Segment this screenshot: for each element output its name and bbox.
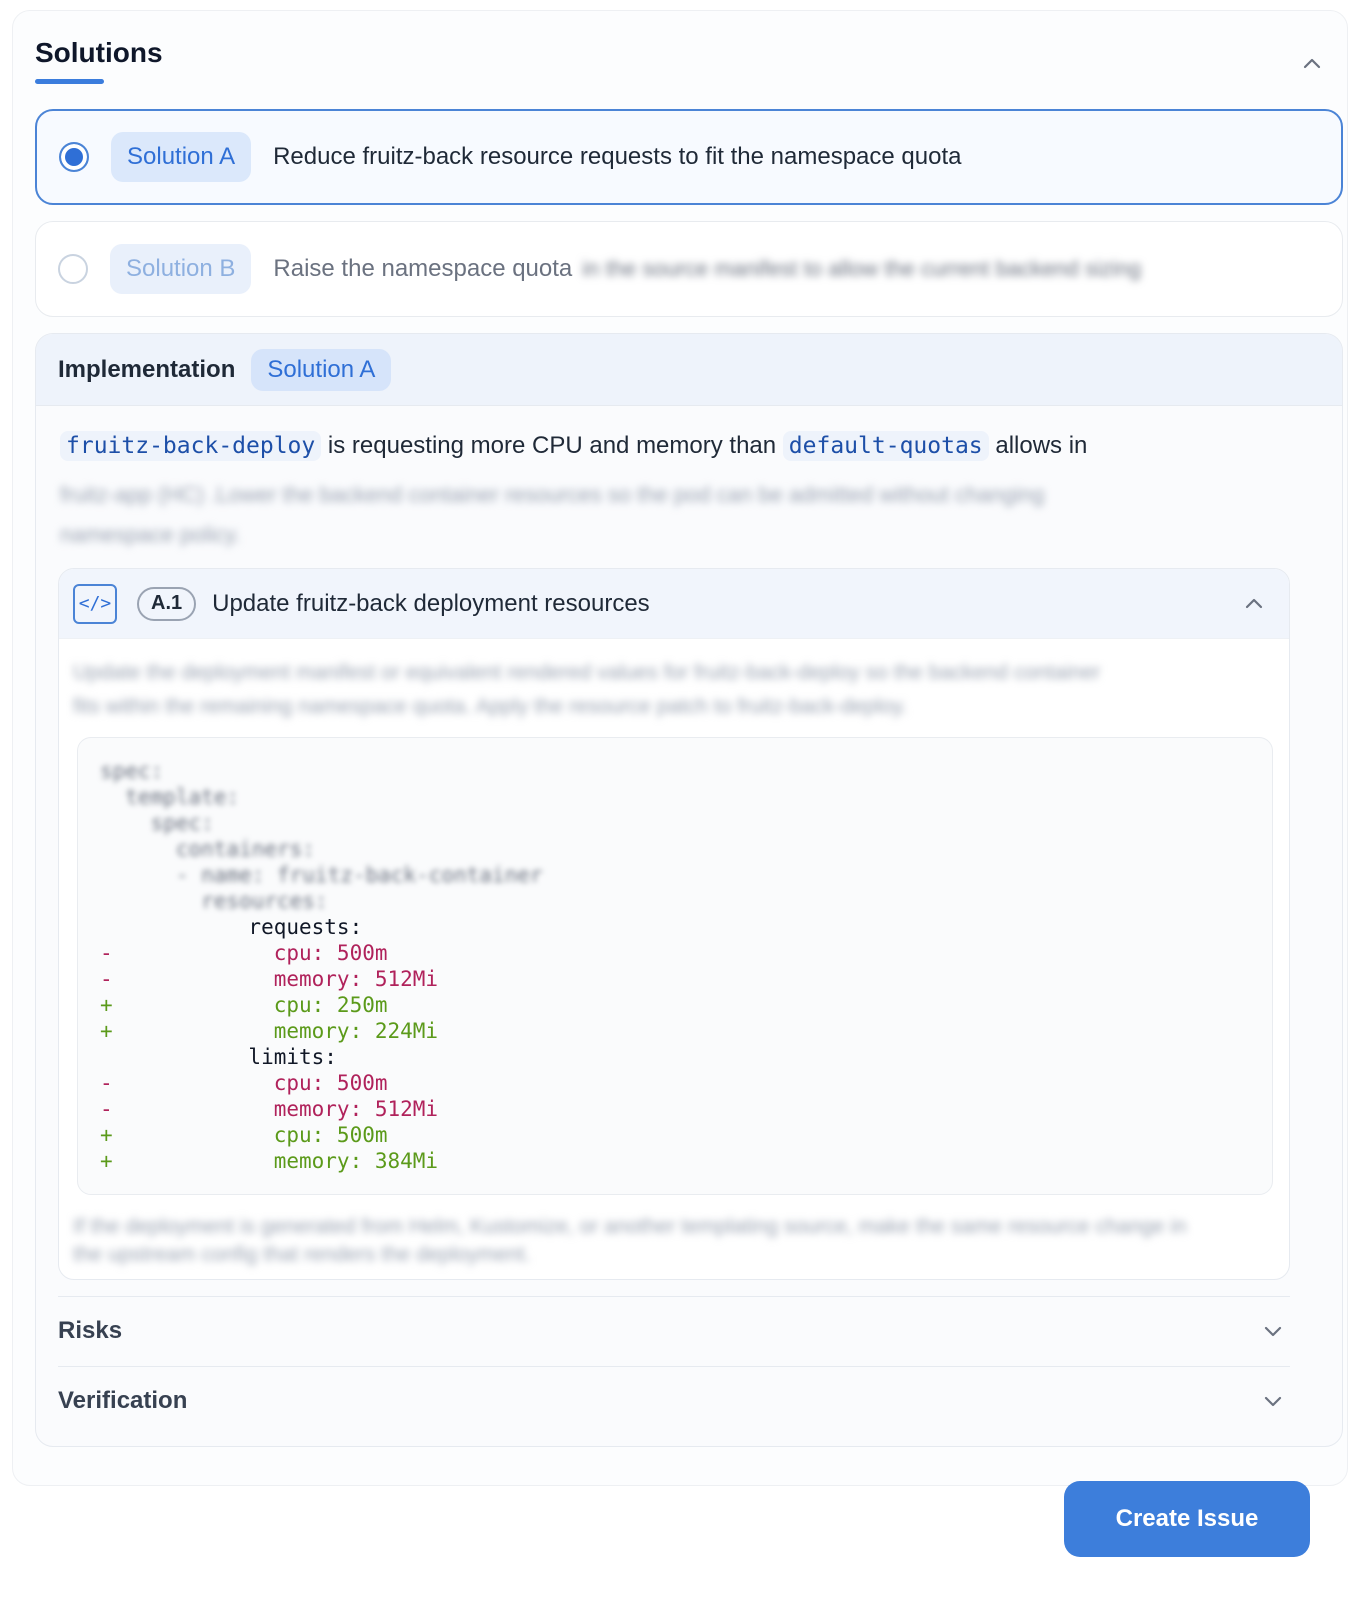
implementation-badge: Solution A bbox=[251, 349, 391, 391]
implementation-description bbox=[60, 426, 1320, 466]
step-footer-blurred: the upstream config that renders the deployment. bbox=[73, 1243, 531, 1266]
desc-blurred: namespace policy. bbox=[60, 522, 241, 547]
step-header[interactable] bbox=[59, 569, 1289, 639]
solution-text: Raise the namespace quota bbox=[273, 255, 573, 282]
solution-badge: Solution B bbox=[110, 244, 251, 294]
title-underline bbox=[35, 79, 104, 84]
solutions-panel bbox=[12, 10, 1348, 1486]
code-line-added: + cpu: 500m bbox=[100, 1123, 388, 1147]
chevron-up-icon[interactable] bbox=[1299, 51, 1325, 77]
chevron-down-icon bbox=[1260, 1388, 1286, 1414]
solution-a-option[interactable] bbox=[35, 109, 1343, 205]
implementation-header bbox=[36, 334, 1342, 406]
solution-b-option[interactable] bbox=[35, 221, 1343, 317]
section-risks[interactable] bbox=[58, 1296, 1290, 1364]
desc-text: is requesting more CPU and memory than bbox=[327, 432, 777, 459]
code-line: containers: bbox=[100, 837, 315, 861]
section-verification[interactable] bbox=[58, 1366, 1290, 1434]
code-chip: default-quotas bbox=[783, 431, 989, 461]
solution-badge: Solution A bbox=[111, 132, 251, 182]
step-number: A.1 bbox=[137, 587, 196, 621]
radio-selected[interactable] bbox=[59, 142, 89, 172]
code-line: spec: bbox=[100, 811, 214, 835]
step-desc-blurred: Update the deployment manifest or equivalent rendered values for fruitz-back-deploy so the backend container bbox=[73, 661, 1101, 684]
code-line-removed: - memory: 512Mi bbox=[100, 1097, 439, 1121]
code-line-added: + memory: 384Mi bbox=[100, 1149, 439, 1173]
code-line: - name: fruitz-back-container bbox=[100, 863, 543, 887]
implementation-panel bbox=[35, 333, 1343, 1447]
code-line: resources: bbox=[100, 889, 328, 913]
desc-blurred: fruitz-app (HC) .Lower the backend container resources so the pod can be admitted without changing bbox=[60, 482, 1045, 507]
section-label: Verification bbox=[58, 1386, 188, 1414]
code-line: limits: bbox=[122, 1045, 337, 1069]
code-chip: fruitz-back-deploy bbox=[60, 431, 321, 461]
step-desc-blurred: fits within the remaining namespace quota. Apply the resource patch to fruitz-back-deploy. bbox=[73, 695, 908, 718]
chevron-up-icon[interactable] bbox=[1241, 591, 1267, 617]
step-card bbox=[58, 568, 1290, 1280]
code-line: requests: bbox=[122, 915, 363, 939]
radio-unselected[interactable] bbox=[58, 254, 88, 284]
step-title: Update fruitz-back deployment resources bbox=[212, 589, 650, 617]
solution-text-blurred: in the source manifest to allow the current backend sizing bbox=[582, 256, 1142, 281]
step-footer-blurred: If the deployment is generated from Helm, Kustomize, or another templating source, make the same resource change in bbox=[73, 1215, 1187, 1238]
code-block bbox=[77, 737, 1273, 1195]
code-line-removed: - cpu: 500m bbox=[100, 941, 388, 965]
panel-title: Solutions bbox=[35, 37, 163, 68]
chevron-down-icon bbox=[1260, 1318, 1286, 1344]
create-issue-button[interactable]: Create Issue bbox=[1064, 1481, 1310, 1557]
implementation-title: Implementation bbox=[58, 355, 236, 383]
solution-text: Reduce fruitz-back resource requests to fit the namespace quota bbox=[273, 143, 962, 170]
code-line: template: bbox=[100, 785, 240, 809]
desc-text: allows in bbox=[995, 432, 1088, 459]
code-line-removed: - cpu: 500m bbox=[100, 1071, 388, 1095]
code-icon: </> bbox=[73, 584, 117, 624]
section-label: Risks bbox=[58, 1316, 123, 1344]
code-line: spec: bbox=[100, 759, 164, 783]
code-line-removed: - memory: 512Mi bbox=[100, 967, 439, 991]
code-line-added: + memory: 224Mi bbox=[100, 1019, 439, 1043]
code-line-added: + cpu: 250m bbox=[100, 993, 388, 1017]
